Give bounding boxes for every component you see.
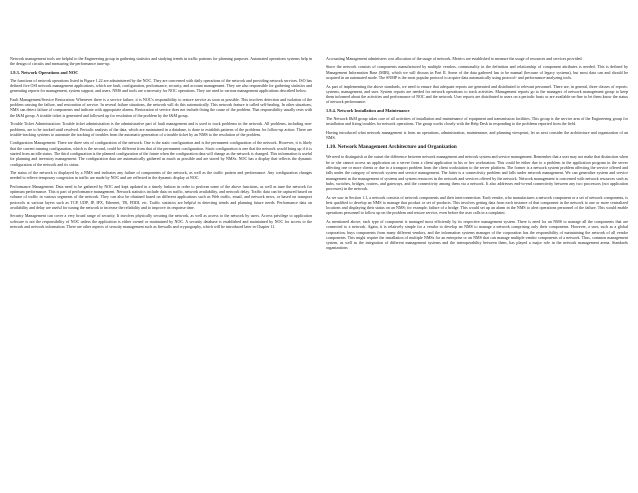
paragraph: As we saw in Section 1.1, a network consists of network components and their interconnection. Each vendor, who manufactures a network component or a set of network components, is best qualified to develop an NMS to manage that product or set of products. This involves getting data from each instance of that component in the network to one or more centralized locations and displaying their status on an NMS; for example, failure of a bridge. This would set up an alarm in the NMS to alert operations personnel of the failure. This would enable operations personnel to follow up on the problem and restore service, even before the user calls in a complaint. (326, 194, 628, 216)
paragraph: The functions of network operations listed in Figure 1.22 are administered by the NOC. They are concerned with daily operations of the network and providing network services. ISO has defined five OSI network management applications, which are fault, configuration, performance, security, and account management. They are also responsible for gathering statistics and generating reports for management, system support, and users. NMS and tools are a necessity for NOC operations. They are used in various management applications described below. (10, 77, 312, 94)
paragraph: The status of the network is displayed by a NMS and indicates any failure of components of the network, as well as the traffic pattern and performance. Any configuration changes needed to relieve temporary congestion in traffic are made by NOC and are reflected in the dynamic display at NOC. (10, 169, 312, 181)
paragraph: The Network I&M group takes care of all activities of installation and maintenance of equipment and transmission facilities. This group is the service arm of the Engineering group for installation and fixing troubles for network operations. The group works closely with the Help Desk in responding to the problems reported from the field. (326, 115, 628, 127)
paragraph: Trouble Ticket Administration: Trouble ticket administration is the administrative part of fault management and is used to track problems in the network. All problems, including non-problems, are to be tracked until resolved. Periodic analysis of the data, which are maintained in a database, is done to establish patterns of the problems for follow-up action. There are trouble-tracking systems to automate the tracking of troubles from the automatic generation of a trouble ticket by an NMS to the resolution of the problem. (10, 121, 312, 137)
right-page (326, 56, 628, 475)
paragraph: As mentioned above, each type of component is managed most efficiently by its respective management system. There is need for an NMS to manage all the components that are connected to a network. Again, it is relatively simple for a vendor to develop an NMS to manage a network comprising only their components. However, a user, such as a global corporation, buys components from many different vendors, and the information systems manager of the corporation has the responsibility of maintaining the network of all vendor components. This might require the installation of multiple NMSs for an enterprise or an NMS that can manage multiple vendor components of a network. Thus, common management system, as well as the integration of different management systems and the interoperability between them, has played a major role in the network management arena. Standards organizations (326, 218, 628, 251)
paragraph: Accounting Management administers cost allocation of the usage of network. Metrics are established to measure the usage of resources and services provided. (326, 56, 583, 61)
chapter-section-heading: 1.10. Network Management Architecture and Organization (326, 144, 457, 151)
paragraph: Having introduced what network management is from an operations, administration, maintenance, and planning viewpoint, let us next consider the architecture and organization of an NMS. (326, 129, 628, 141)
section-heading: 1.9.4. Network Installation and Maintenance (326, 107, 410, 113)
intro-paragraph: Network management tools are helpful to the Engineering group in gathering statistics and studying trends in traffic patterns for planning purposes. Automated operations systems help in the design of circuits and measuring the performance tune-up. (10, 56, 312, 67)
paragraph: As part of implementing the above standards, we need to ensure that adequate reports are generated and distributed to relevant personnel. There are, in general, three classes of reports: systems, management, and user. System reports are needed for network operations to track activities. Management reports go to the managers of network management group to keep them informed about the activities and performance of NOC and the network. User reports are distributed to users on a periodic basis or are available on-line to let them know the status of network performance. (326, 83, 628, 105)
paragraph: Since the network consists of components manufactured by multiple vendors, commonality in the definition and relationship of component attributes is needed. This is defined by Management Information Base (MIB), which we will discuss in Part II. Some of the data gathered has to be manual (because of legacy systems), but most data can and should be acquired in an automated mode. The SNMP is the most popular protocol to acquire data automatically using protocol- and performance-analyzing tools. (326, 64, 628, 81)
paragraph: Security Management can cover a very broad range of security. It involves physically securing the network, as well as access to the network by users. Access privilege to application software is not the responsibility of NOC unless the application is either owned or maintained by NOC. A security database is established and maintained by NOC for access to the network and network information. There are other aspects of security management such as firewalls and cryptography, which will be introduced later in Chapter 11. (10, 213, 312, 230)
section-heading: 1.9.3. Network Operations and NOC (10, 69, 79, 75)
paragraph: Configuration Management: There are three sets of configuration of the network. One is the static configuration and is the permanent configuration of the network. However, it is likely that the current running configuration, which is the second, could be different from that of the permanent configuration. Static configuration is one that the network would bring up if it is started from an idle status. The third configuration is the planned configuration of the future when the configuration data will change as the network is changed. This information is useful for planning and inventory management. The configuration data are automatically gathered as much as possible and are stored by NMSs. NOC has a display that reflects the dynamic configuration of the network and its status. (10, 140, 312, 167)
paragraph: Fault Management/Service Restoration: Whenever there is a service failure, it is NOC's responsibility to restore service as soon as possible. This involves detection and isolation of the problem causing the failure, and restoration of service. In several failure situations, the network will do this automatically. This network feature is called self-healing. In other situations, NMS can detect failure of components and indicate with appropriate alarms. Restoration of service does not include fixing the cause of the problem. That responsibility usually rests with the I&M group. A trouble ticket is generated and followed up for resolution of the problem by the I&M group. (10, 96, 312, 118)
paragraph: Performance Management: Data need to be gathered by NOC and kept updated in a timely fashion in order to perform some of the above functions, as well as tune the network for optimum performance. This is part of performance management. Network statistics include data on traffic, network availability, and network delay. Traffic data can be captured based on volume of traffic in various segments of the network. They can also be obtained based on different applications such as Web traffic, email, and network news, or based on transport protocols at various layers such as TCP, UDP, IP, IPX, Ethernet, TR, FDDI, etc. Traffic statistics are helpful in detecting trends and planning future needs. Performance data on availability and delay are useful for tuning the network to increase the reliability and to improve its response time. (10, 183, 312, 210)
left-page (10, 56, 312, 475)
paragraph: We need to distinguish at the outset the difference between network management and network system and service management. Remember that a user may not make that distinction when he or she cannot access an application on a server from a client application in his or her workstation. This could be either due to a problem in the application program in the server affecting one or more clients or due to a transport problem from the client workstation to the server platform. The former is a network system problem affecting the service offered and falls under the category of network system and service management. The latter is a connectivity problem and falls under network management. We can generalize system and service management as the management of systems and system resources in the network and services offered by the network. Network management is concerned with network resources such as hubs, switches, bridges, routers, and gateways, and the connectivity among them via a network. It also addresses end-to-end connectivity between any two processors (not application processes) in the network. (326, 154, 628, 192)
